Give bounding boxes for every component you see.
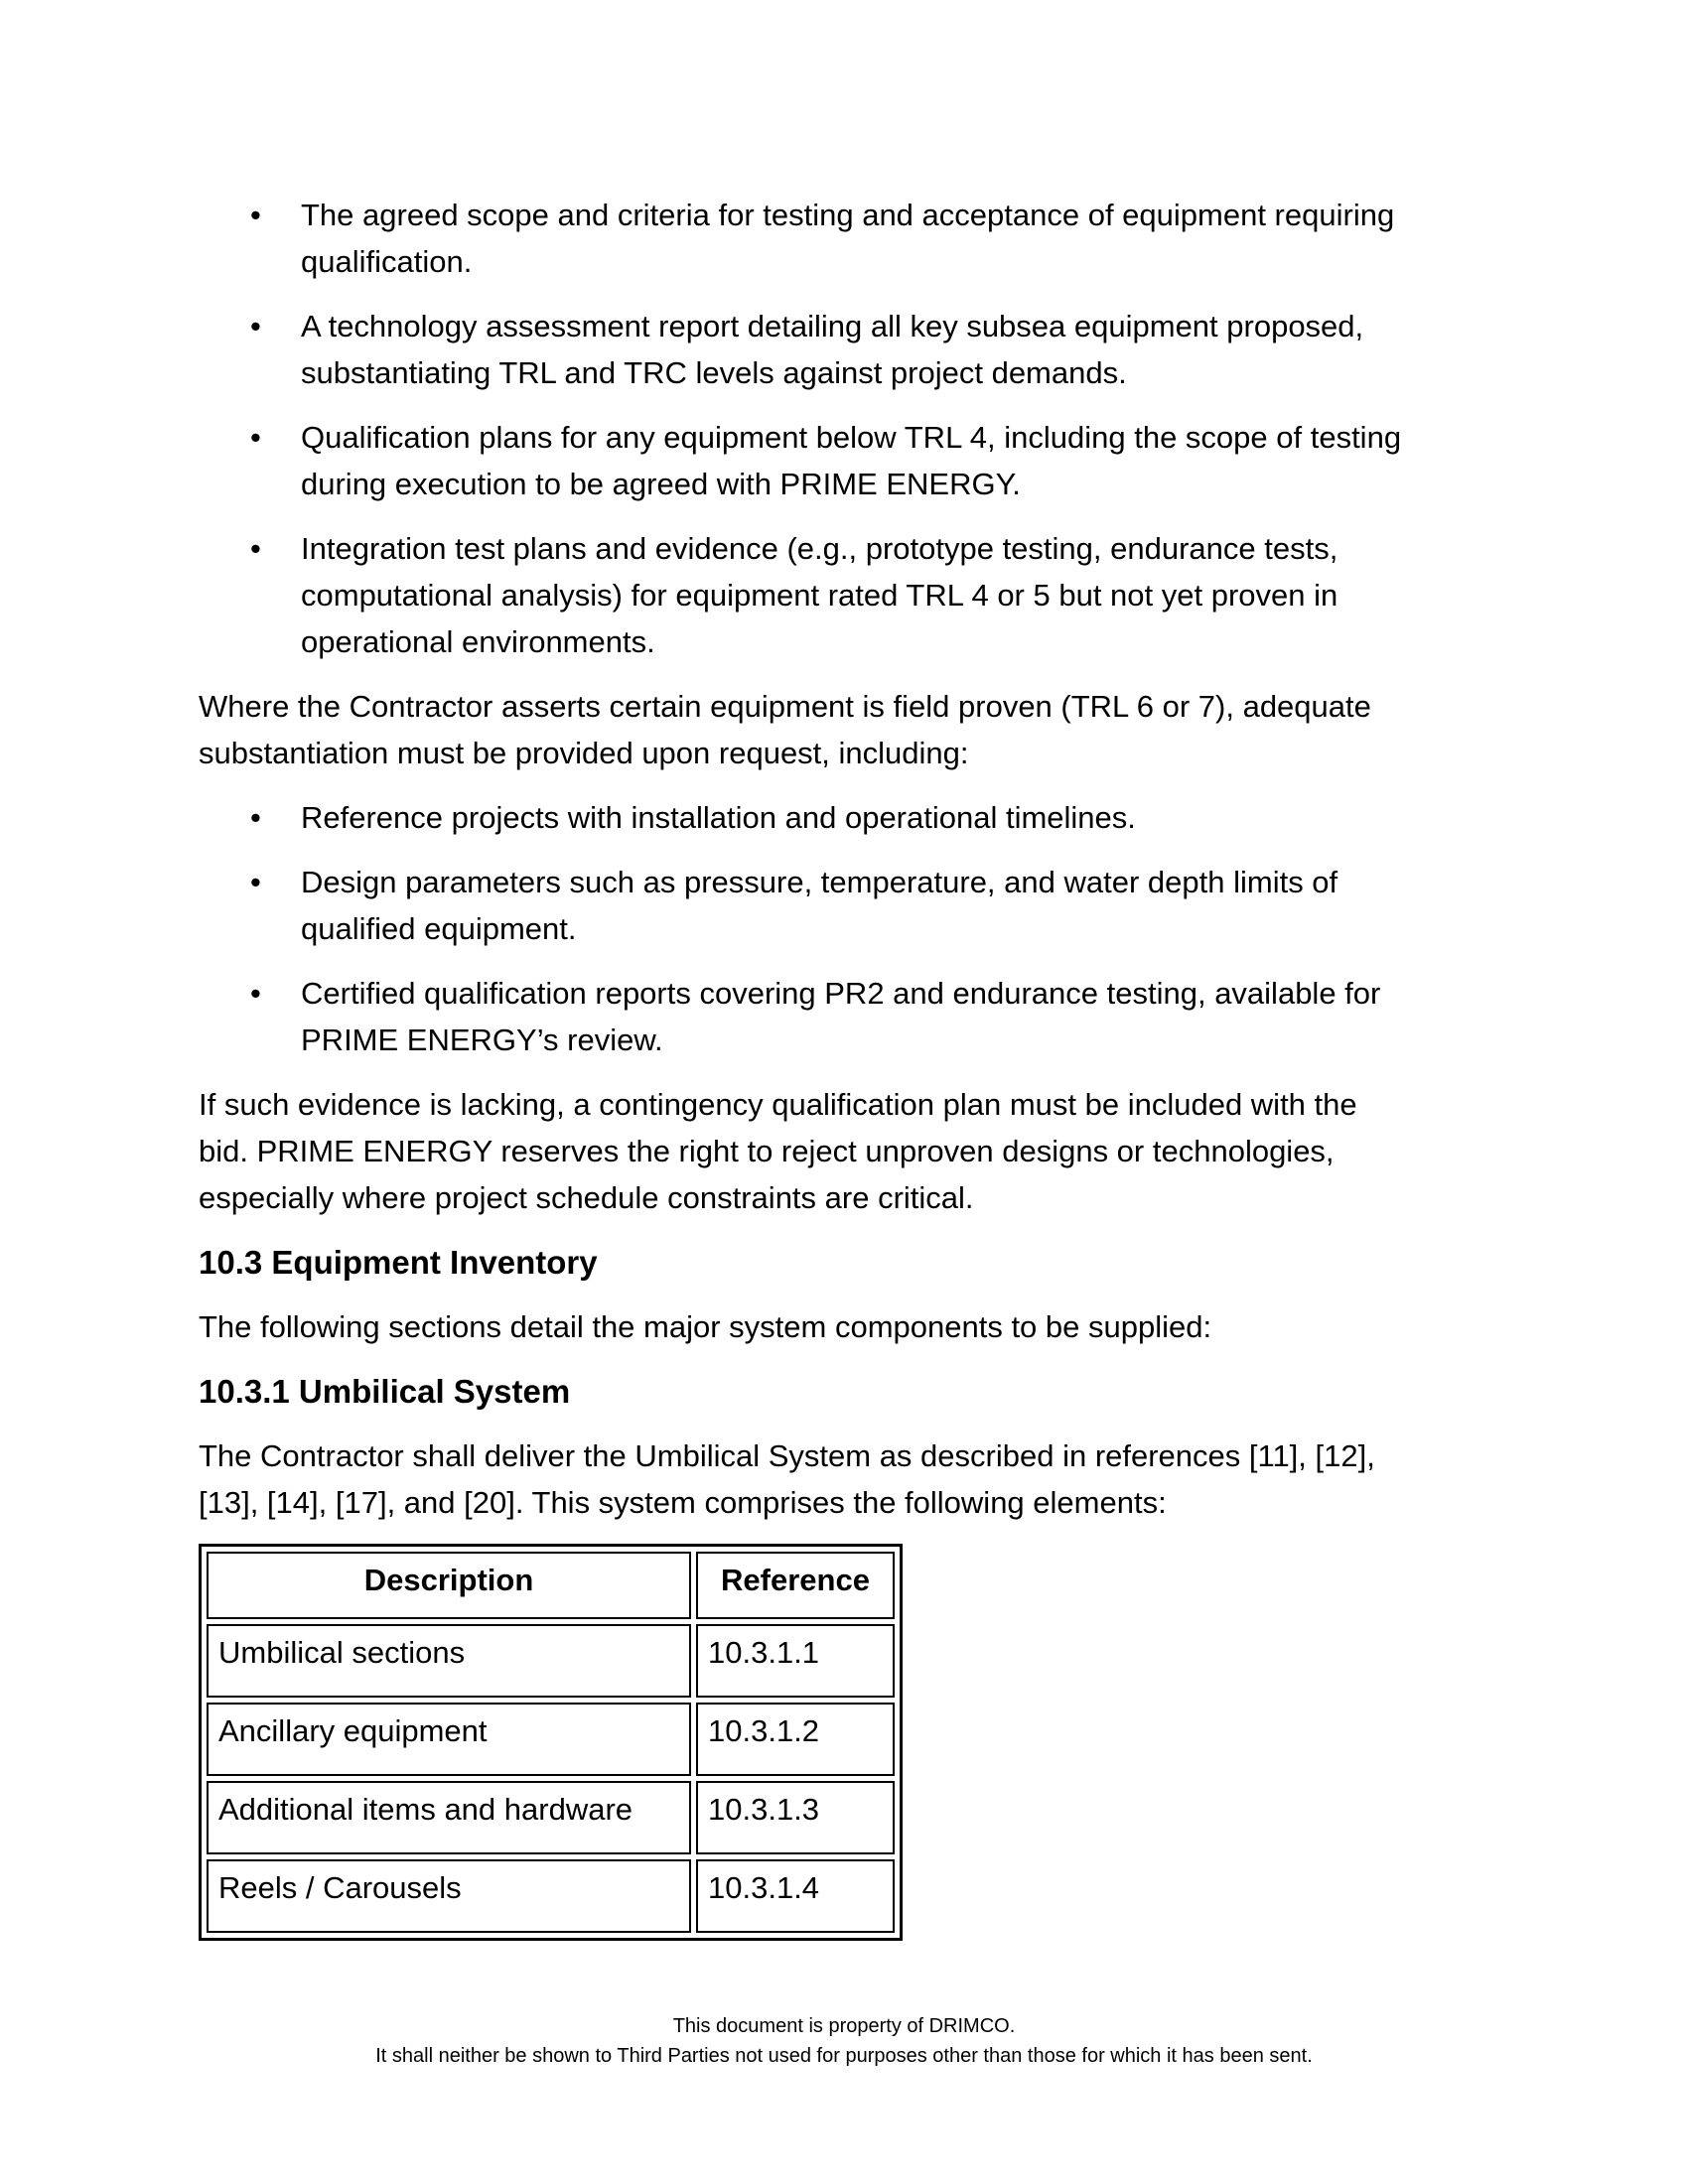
section-heading-equipment-inventory: 10.3 Equipment Inventory [199,1244,598,1281]
table-cell-reference: 10.3.1.3 [696,1781,895,1854]
paragraph-line: The following sections detail the major system components to be supplied: [199,1309,1212,1344]
bullet-list-substantiation [199,794,1489,1063]
list-item-text: • Design parameters such as pressure, temperature, and water depth limits of [301,865,1338,899]
table-cell-description: Umbilical sections [207,1624,691,1698]
table-header-row [207,1552,895,1619]
list-item [199,414,1489,507]
list-item [199,859,1489,952]
list-item-text: • Integration test plans and evidence (e.g., prototype testing, endurance tests, [301,531,1338,566]
paragraph-line: [13], [14], [17], and [20]. This system comprises the following elements: [199,1485,1167,1520]
paragraph-line: Where the Contractor asserts certain equipment is field proven (TRL 6 or 7), adequate [199,689,1371,724]
paragraph-line: substantiation must be provided upon request, including: [199,736,969,770]
list-item-text: • Qualification plans for any equipment below TRL 4, including the scope of testing [301,420,1402,455]
list-item-text: qualification. [301,244,473,279]
paragraph-line: especially where project schedule constraints are critical. [199,1180,974,1215]
table-cell-reference: 10.3.1.1 [696,1624,895,1698]
table-row [207,1781,895,1854]
table-cell-description: Ancillary equipment [207,1703,691,1776]
list-item [199,794,1489,841]
footer-line: This document is property of DRIMCO. [672,2015,1016,2037]
list-item-text: operational environments. [301,624,655,659]
table-cell-description: Reels / Carousels [207,1859,691,1933]
table-cell-reference: 10.3.1.4 [696,1859,895,1933]
table-header-reference: Reference [696,1552,895,1619]
table-row [207,1859,895,1933]
table-row [207,1703,895,1776]
table-header-description: Description [207,1552,691,1619]
page-footer [0,2011,1688,2071]
list-item-text: • Reference projects with installation and operational timelines. [301,800,1136,835]
list-item-text: substantiating TRL and TRC levels against project demands. [301,355,1127,390]
list-item-text: • The agreed scope and criteria for testing and acceptance of equipment requiring [301,198,1395,232]
paragraph-following-sections [199,1303,1489,1350]
bullet-list-qualification [199,192,1489,665]
list-item [199,303,1489,396]
paragraph-contingency [199,1081,1489,1221]
section-heading-umbilical-system: 10.3.1 Umbilical System [199,1373,571,1410]
paragraph-line: bid. PRIME ENERGY reserves the right to reject unproven designs or technologies, [199,1134,1335,1168]
footer-line: It shall neither be shown to Third Parties not used for purposes other than those for which it has been sent. [375,2045,1313,2067]
list-item [199,192,1489,285]
equipment-table [199,1544,903,1941]
list-item-text: during execution to be agreed with PRIME ENERGY. [301,467,1021,501]
list-item-text: • A technology assessment report detailing all key subsea equipment proposed, [301,309,1364,343]
paragraph-line: If such evidence is lacking, a contingency qualification plan must be included with the [199,1087,1357,1122]
list-item-text: qualified equipment. [301,911,577,946]
paragraph-line: The Contractor shall deliver the Umbilical System as described in references [11], [12], [199,1438,1375,1473]
list-item [199,970,1489,1063]
table-cell-description: Additional items and hardware [207,1781,691,1854]
table-row [207,1624,895,1698]
list-item [199,525,1489,665]
list-item-text: computational analysis) for equipment rated TRL 4 or 5 but not yet proven in [301,578,1338,613]
paragraph-field-proven [199,683,1489,776]
paragraph-contractor-deliver [199,1433,1489,1526]
document-body [199,192,1489,1941]
table-cell-reference: 10.3.1.2 [696,1703,895,1776]
list-item-text: PRIME ENERGY’s review. [301,1023,663,1057]
list-item-text: • Certified qualification reports covering PR2 and endurance testing, available for [301,976,1381,1011]
